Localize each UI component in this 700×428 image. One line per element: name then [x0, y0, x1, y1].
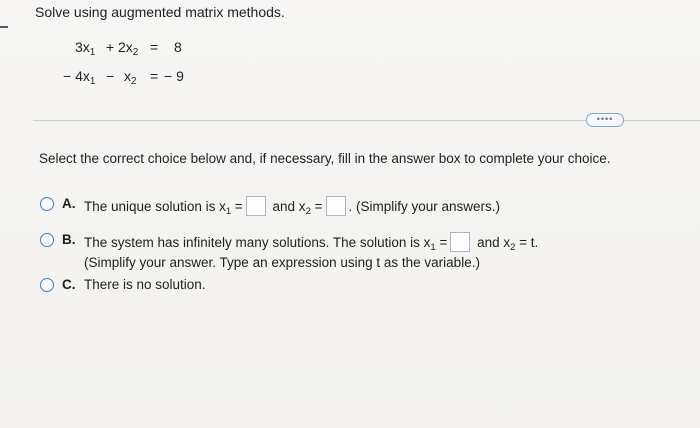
eq1-sub1: 1	[89, 47, 96, 58]
choice-b-text	[84, 232, 538, 253]
eq2-rhs: − 9	[164, 68, 184, 84]
choice-a-text-4: =	[310, 199, 323, 214]
question-text: Solve using augmented matrix methods.	[35, 4, 285, 20]
radio-b[interactable]	[40, 233, 54, 247]
eq2-sub2: 2	[131, 76, 137, 87]
choice-b-text-1: The system has infinitely many solutions. The solution is x	[84, 235, 431, 250]
eq2-sub1: 1	[89, 76, 96, 87]
instruction-text: Select the correct choice below and, if necessary, fill in the answer box to complete your choice.	[39, 151, 611, 166]
eq1-equals: =	[150, 39, 159, 55]
choice-b-letter: B.	[62, 232, 76, 247]
radio-c[interactable]	[40, 278, 54, 292]
more-options-button[interactable]: ••••	[586, 113, 624, 127]
choice-b-note: (Simplify your answer. Type an expression using t as the variable.)	[84, 255, 480, 270]
choice-a-sub-2: 2	[305, 206, 311, 217]
choice-b-text-3: and x	[473, 235, 511, 250]
choice-c-text: There is no solution.	[84, 277, 206, 292]
choice-b-sub-1: 1	[430, 242, 436, 253]
choice-a-text-3: and x	[268, 199, 306, 214]
eq2-term2	[124, 68, 137, 87]
eq1-rhs: 8	[174, 39, 182, 55]
choice-b-sub-2: 2	[510, 242, 516, 253]
choice-b-text-2: =	[435, 235, 448, 250]
choice-b-text-4: = t.	[515, 235, 539, 250]
edge-mark	[0, 26, 8, 28]
answer-box-a-x1[interactable]	[246, 196, 266, 216]
choice-c-letter: C.	[62, 277, 76, 292]
choice-a-sub-1: 1	[225, 206, 232, 217]
radio-a[interactable]	[40, 197, 54, 211]
eq2-coef1: − 4x	[63, 68, 90, 84]
eq1-op: +	[106, 39, 115, 55]
eq1-term1	[75, 39, 95, 58]
eq1-coef1: 3x	[75, 39, 90, 55]
choice-a-letter: A.	[62, 196, 76, 211]
choice-a-text	[84, 196, 500, 217]
eq2-op: −	[106, 68, 115, 84]
choice-a-text-1: The unique solution is x	[84, 199, 226, 214]
eq1-coef2: 2x	[118, 39, 133, 55]
eq2-coef2: x	[124, 68, 131, 84]
answer-box-a-x2[interactable]	[326, 196, 346, 216]
choice-a-text-2: =	[231, 199, 243, 214]
eq2-equals: =	[150, 68, 159, 84]
eq2-term1	[63, 68, 95, 87]
eq1-sub2: 2	[132, 47, 139, 58]
choice-a-text-5: . (Simplify your answers.)	[348, 199, 501, 214]
eq1-term2	[118, 39, 138, 58]
answer-box-b-x1[interactable]	[450, 232, 470, 252]
